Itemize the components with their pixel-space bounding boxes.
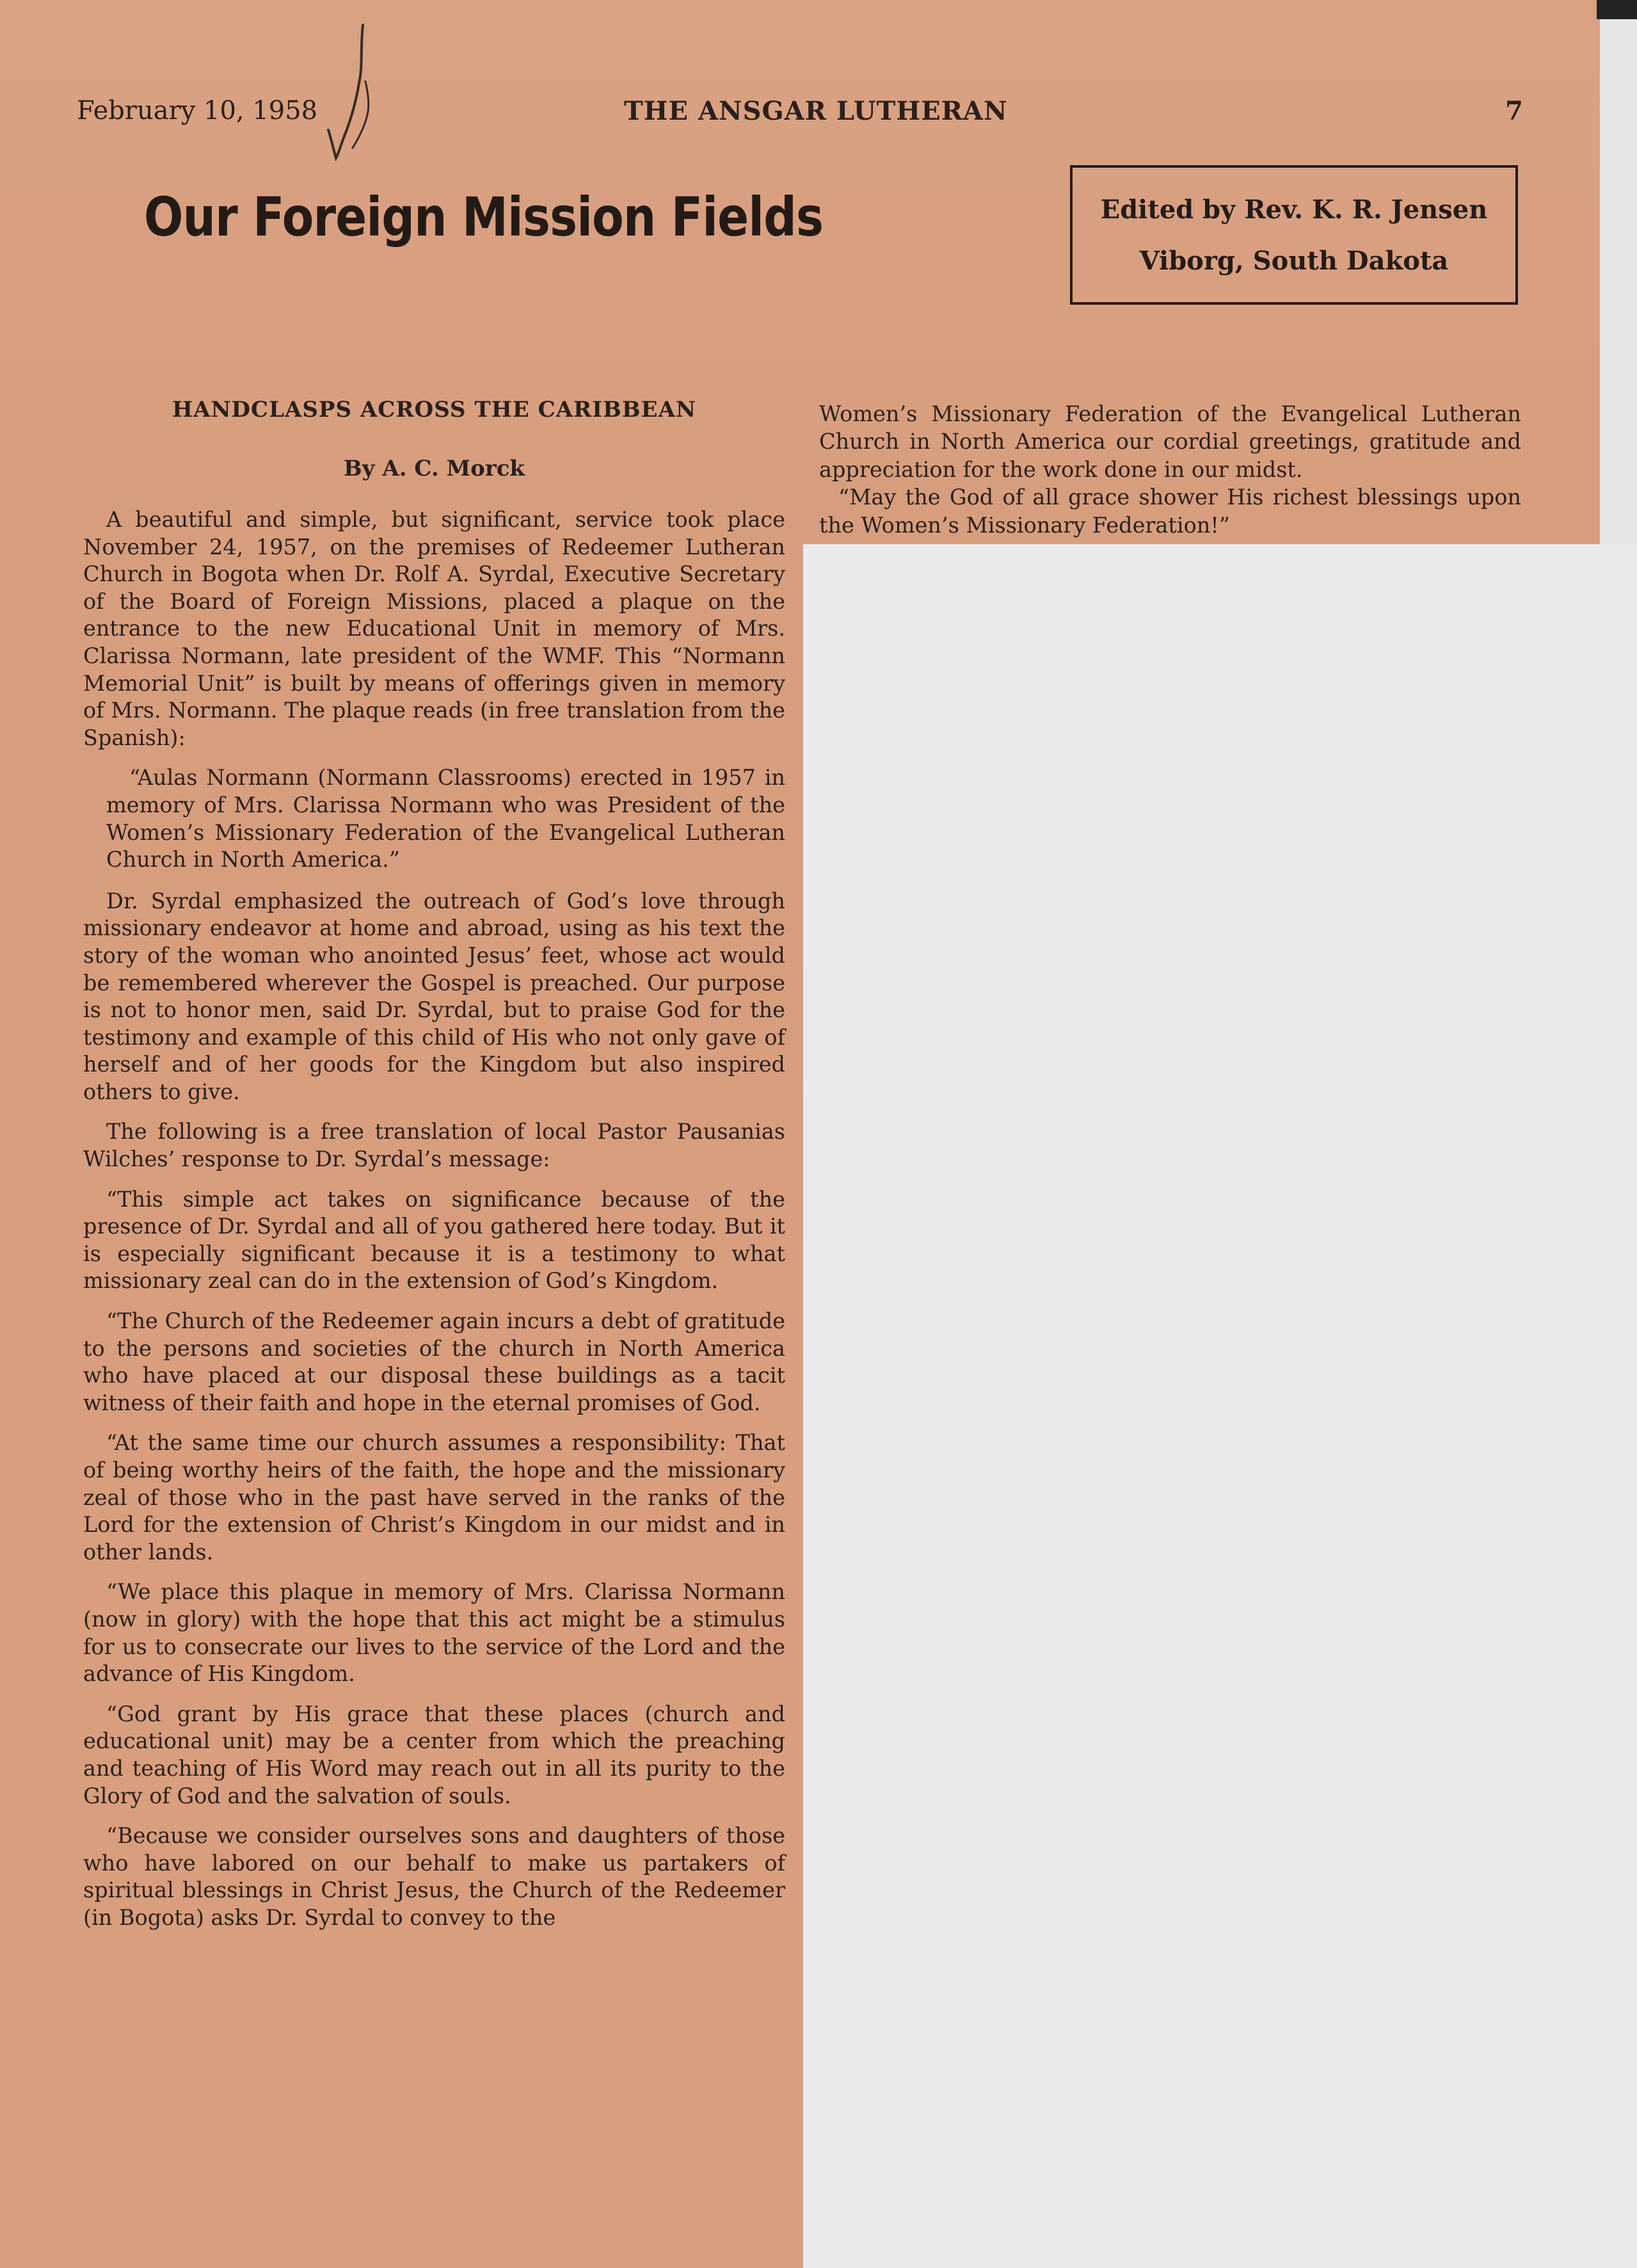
article-paragraph: “May the God of all grace shower His richest blessings upon the Women’s Missionary Federation!” — [819, 485, 1521, 538]
article-paragraph: The following is a free translation of local Pastor Pausanias Wilches’ response to Dr. Syrdal’s message: — [83, 1119, 785, 1172]
article-byline: By A. C. Morck — [343, 456, 525, 481]
page-header — [77, 96, 1523, 134]
scanner-background-edge — [1600, 0, 1637, 544]
article-paragraph: “At the same time our church assumes a responsibility: That of being worthy heirs of the faith, the hope and the missionary zeal of those who in the past have served in the ranks of the Lord for the extension of Christ’s Kingdom in our midst and in other lands. — [83, 1430, 785, 1564]
issue-date: February 10, 1958 — [77, 96, 318, 125]
scanner-corner-shadow — [1597, 0, 1637, 19]
section-title: Our Foreign Mission Fields — [144, 186, 824, 248]
plaque-inscription-quote: “Aulas Normann (Normann Classrooms) erected in 1957 in memory of Mrs. Clarissa Normann who was President of the Women’s Missionary Federation of the Evangelical Lutheran Church in North America.” — [106, 765, 785, 873]
handwritten-check-mark-icon — [323, 22, 381, 163]
editor-location: Viborg, South Dakota — [1139, 246, 1449, 276]
article-title: HANDCLASPS ACROSS THE CARIBBEAN — [172, 397, 697, 422]
article-right-column — [819, 400, 1521, 539]
article-paragraph: “The Church of the Redeemer again incurs a debt of gratitude to the persons and societies of the church in North America who have placed at our disposal these buildings as a tacit witness of their faith and hope in the eternal promises of God. — [83, 1308, 785, 1415]
article-paragraph: Dr. Syrdal emphasized the outreach of God’s love through missionary endeavor at home and abroad, using as his text the story of the woman who anointed Jesus’ feet, whose act would be remembered wherever the Gospel is preached. Our purpose is not to honor men, said Dr. Syrdal, but to praise God for the testimony and example of this child of His who not only gave of herself and of her goods for the Kingdom but also inspired others to give. — [83, 888, 785, 1104]
editor-name: Edited by Rev. K. R. Jensen — [1100, 195, 1488, 225]
article-paragraph: A beautiful and simple, but significant, service took place November 24, 1957, on the premises of Redeemer Lutheran Church in Bogota when Dr. Rolf A. Syrdal, Executive Secretary of the Board of Foreign Missions, placed a plaque on the entrance to the new Educational Unit in memory of Mrs. Clarissa Normann, late president of the WMF. This “Normann Memorial Unit” is built by means of offerings given in memory of Mrs. Normann. The plaque reads (in free translation from the Spanish): — [83, 507, 785, 750]
article-left-column — [83, 394, 785, 1945]
article-paragraph: “We place this plaque in memory of Mrs. Clarissa Normann (now in glory) with the hope that this act might be a stimulus for us to consecrate our lives to the service of the Lord and the advance of His Kingdom. — [83, 1579, 785, 1687]
page-number: 7 — [1505, 96, 1523, 126]
article-paragraph: Women’s Missionary Federation of the Evangelical Lutheran Church in North America our cordial greetings, gratitude and appreciation for the work done in our midst. — [819, 401, 1521, 482]
article-paragraph: “Because we consider ourselves sons and daughters of those who have labored on our behalf to make us partakers of spiritual blessings in Christ Jesus, the Church of the Redeemer (in Bogota) asks Dr. Syrdal to convey to the — [83, 1823, 785, 1930]
scanner-background — [803, 544, 1637, 2268]
publication-name: THE ANSGAR LUTHERAN — [624, 96, 1008, 126]
article-paragraph: “This simple act takes on significance because of the presence of Dr. Syrdal and all of you gathered here today. But it is especially significant because it is a testimony to what missionary zeal can do in the extension of God’s Kingdom. — [83, 1186, 785, 1294]
article-paragraph: “God grant by His grace that these places (church and educational unit) may be a center from which the preaching and teaching of His Word may reach out in all its purity to the Glory of God and the salvation of souls. — [83, 1701, 785, 1808]
editor-credit-box — [1070, 165, 1518, 305]
